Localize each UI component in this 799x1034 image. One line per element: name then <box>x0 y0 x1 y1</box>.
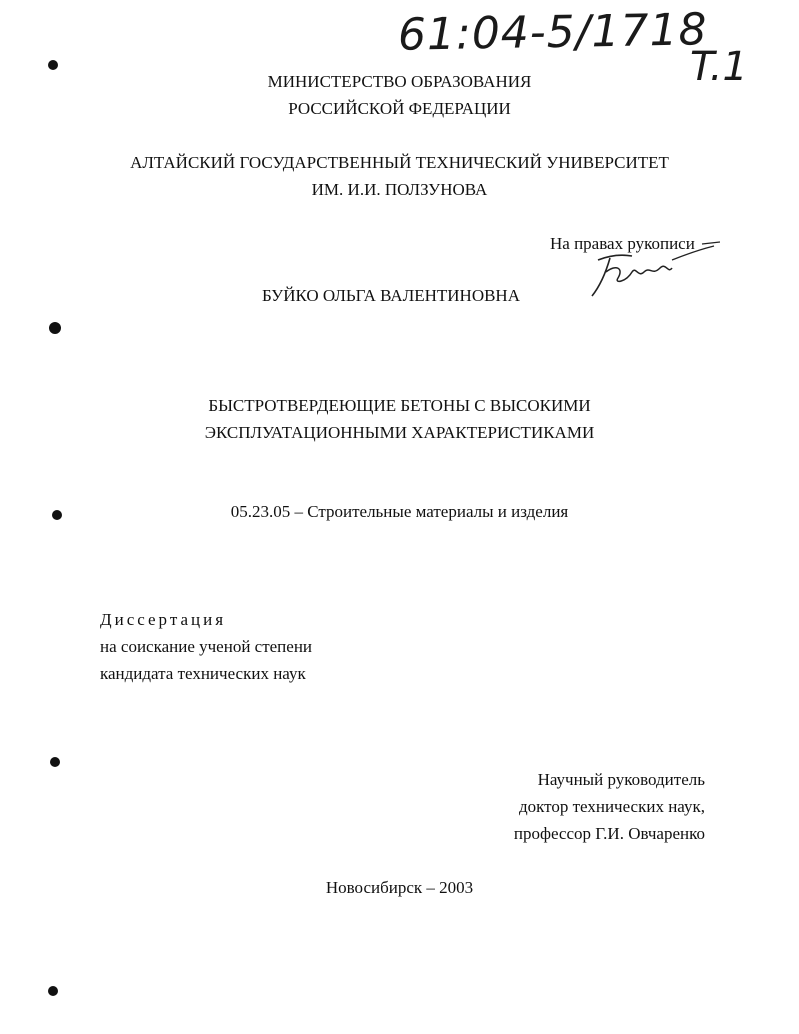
binding-hole-5 <box>48 986 58 996</box>
ministry-line-1: МИНИСТЕРСТВО ОБРАЗОВАНИЯ <box>267 72 532 91</box>
volume-stamp: T.1 <box>690 44 748 90</box>
binding-hole-1 <box>48 60 58 70</box>
degree-line-1: на соискание ученой степени <box>100 637 313 656</box>
author-name: БУЙКО ОЛЬГА ВАЛЕНТИНОВНА <box>262 286 520 305</box>
archive-code-stamp: 61:04-5/1718 <box>397 4 708 61</box>
ministry-line-2: РОССИЙСКОЙ ФЕДЕРАЦИИ <box>288 99 511 118</box>
degree-line-2: кандидата технических наук <box>100 664 306 683</box>
supervisor-degree: доктор технических наук, <box>518 797 705 816</box>
place-year: Новосибирск – 2003 <box>325 878 474 897</box>
manuscript-note: На правах рукописи <box>550 234 695 253</box>
supervisor-name: профессор Г.И. Овчаренко <box>513 824 705 843</box>
specialty-code: 05.23.05 – Строительные материалы и изделия <box>230 502 569 521</box>
supervisor-label: Научный руководитель <box>537 770 705 789</box>
university-line-1: АЛТАЙСКИЙ ГОСУДАРСТВЕННЫЙ ТЕХНИЧЕСКИЙ УНИВЕРСИТЕТ <box>130 153 669 172</box>
binding-hole-2 <box>49 322 61 334</box>
dissertation-label: Диссертация <box>100 610 227 629</box>
thesis-title-line-2: ЭКСПЛУАТАЦИОННЫМИ ХАРАКТЕРИСТИКАМИ <box>204 423 595 442</box>
handwritten-signature <box>580 238 720 302</box>
binding-hole-4 <box>50 757 60 767</box>
thesis-title-line-1: БЫСТРОТВЕРДЕЮЩИЕ БЕТОНЫ С ВЫСОКИМИ <box>208 396 591 415</box>
university-line-2: ИМ. И.И. ПОЛЗУНОВА <box>311 180 488 199</box>
